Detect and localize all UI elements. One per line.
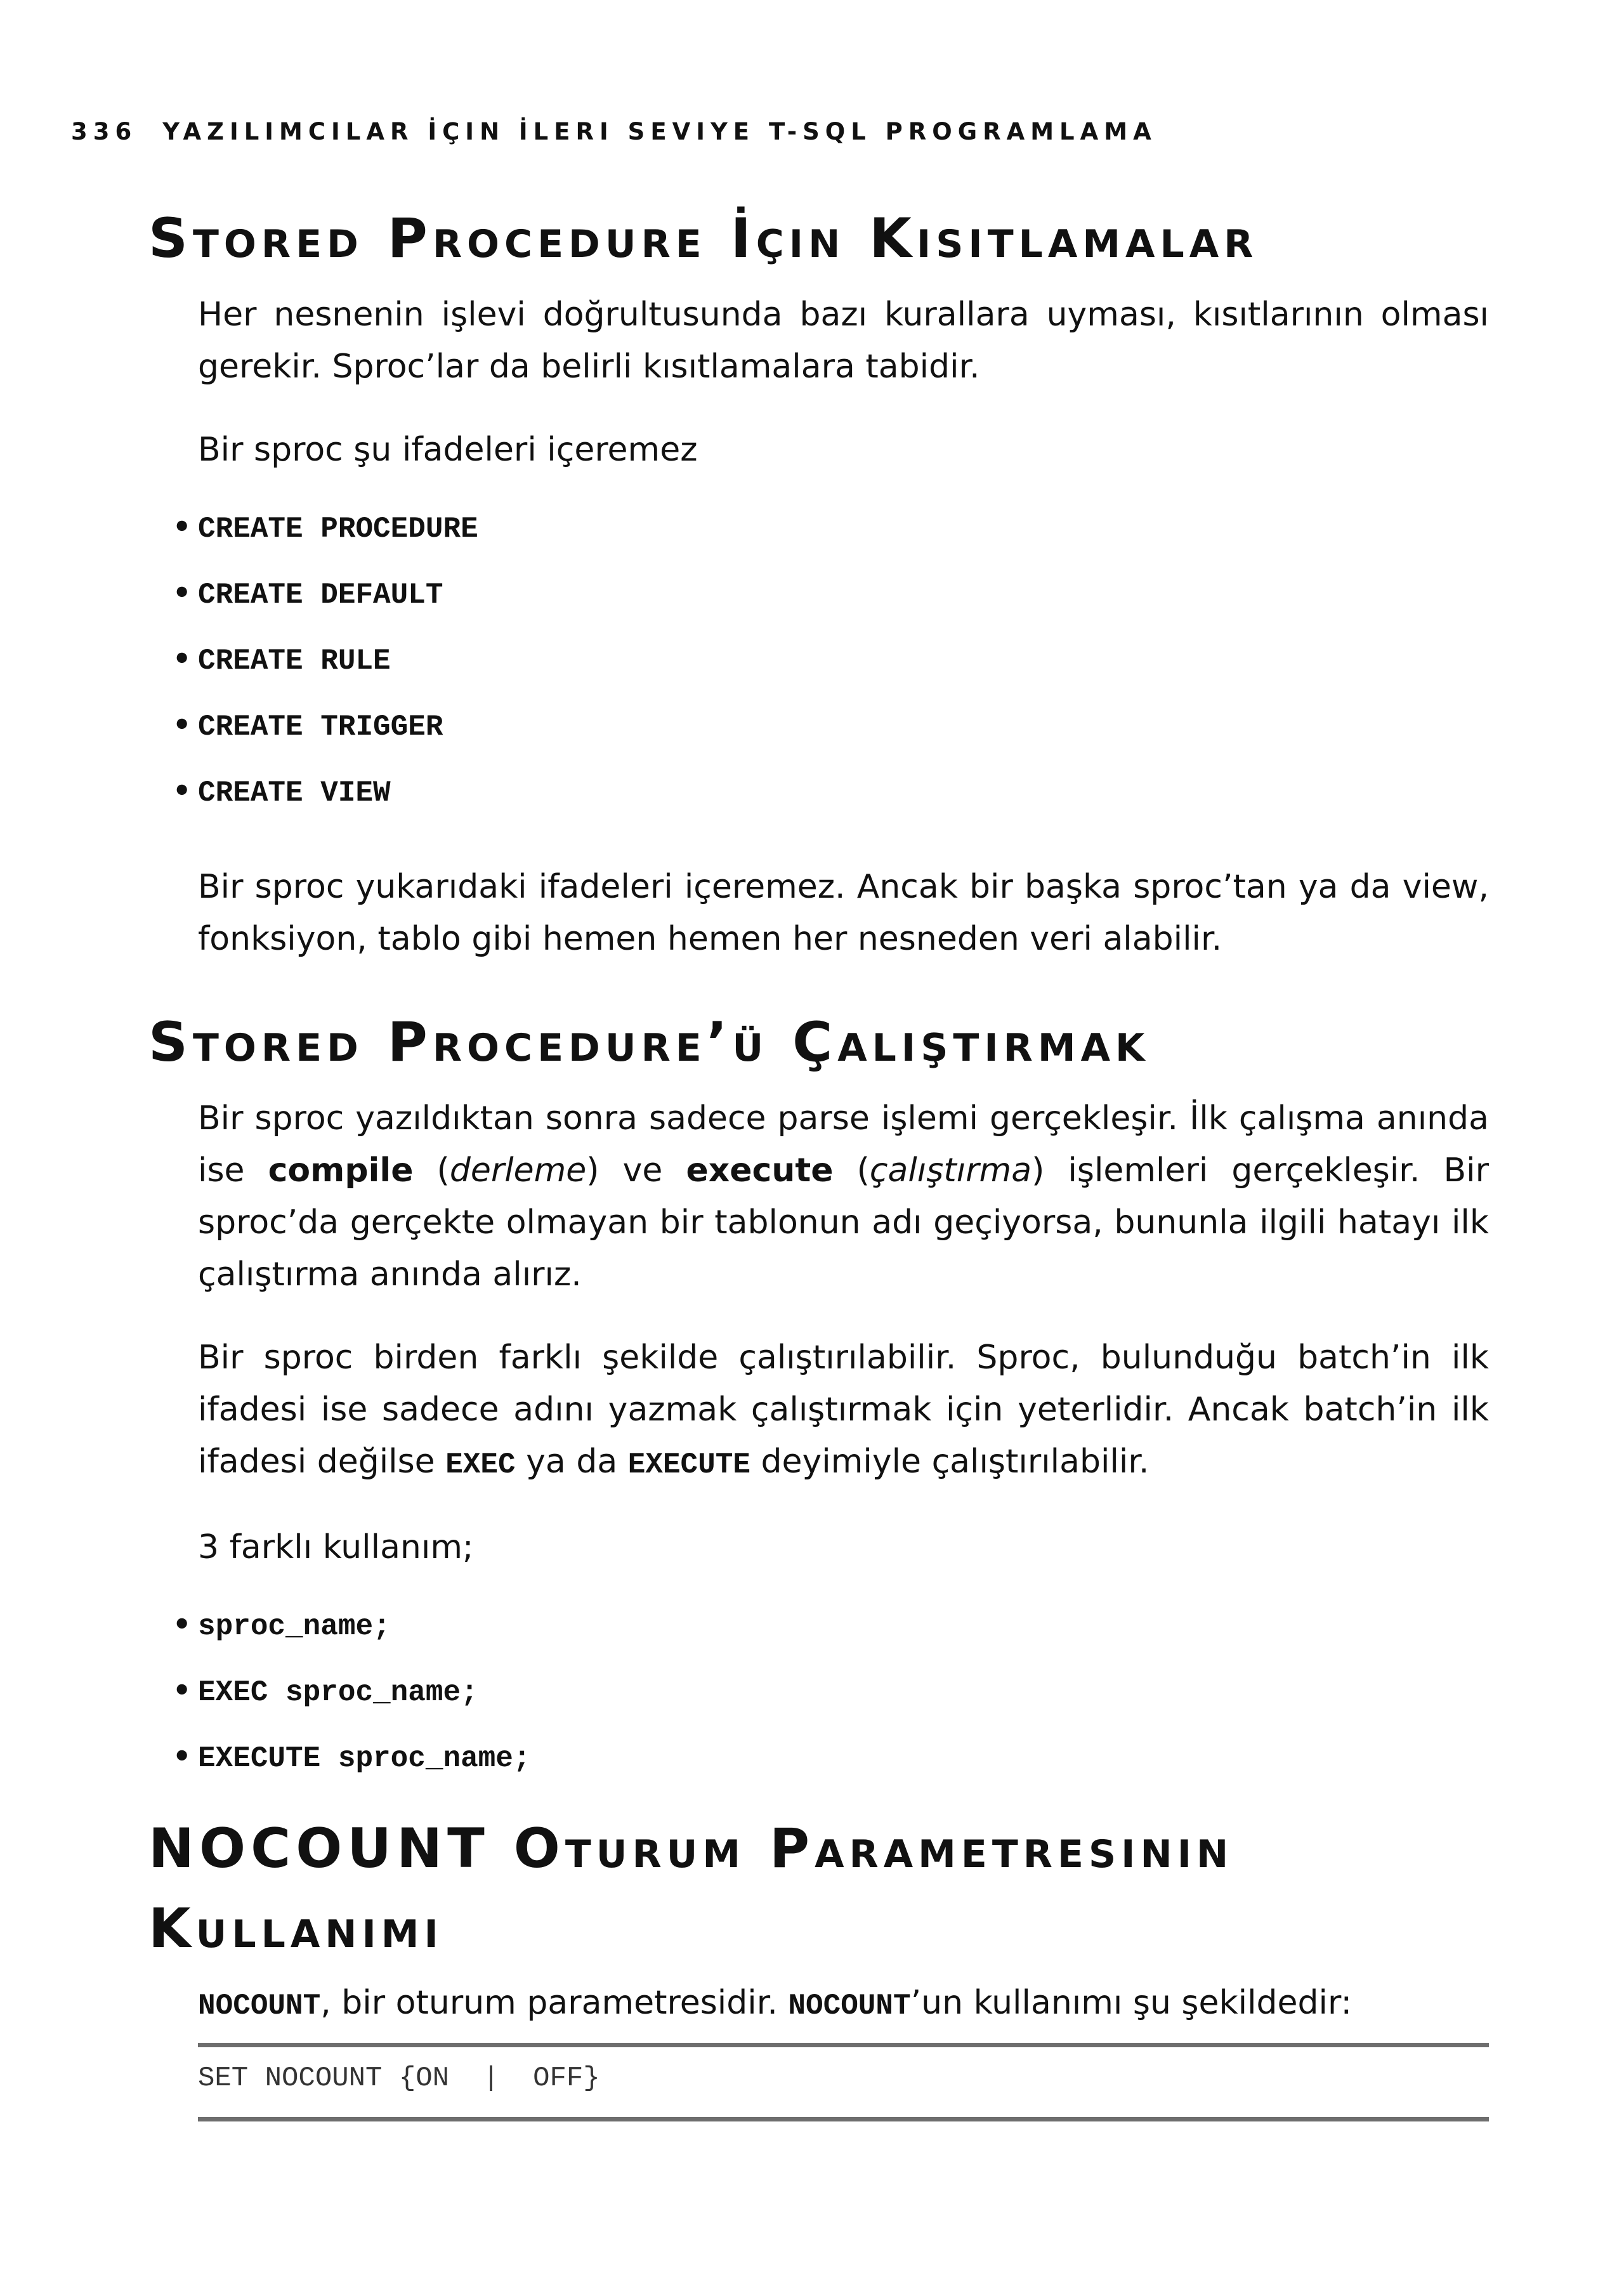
usage-list xyxy=(173,1605,531,1803)
list-item: • CREATE TRIGGER xyxy=(173,705,478,771)
code-exec: EXEC xyxy=(445,1448,516,1481)
term-execute: execute xyxy=(686,1151,834,1190)
paragraph-restrictions-intro: Her nesnenin işlevi doğrultusunda bazı kurallara uyması, kısıtlarının olması gerekir. Sproc’lar da belirli kısıtlamalara tabidir. xyxy=(198,296,1489,386)
code-execute: EXECUTE xyxy=(627,1448,750,1481)
term-derleme: derleme xyxy=(449,1151,587,1190)
paragraph-restrictions-outro: Bir sproc yukarıdaki ifadeleri içeremez. Ancak bir başka sproc’tan ya da view, fonksiyon, tablo gibi hemen hemen her nesneden veri alabilir. xyxy=(198,868,1489,958)
paragraph-nocount: NOCOUNT, bir oturum parametresidir. NOCOUNT’un kullanımı şu şekildedir: xyxy=(198,1984,1352,2023)
section-heading-restrictions: Stored Procedure İçin Kısıtlamalar xyxy=(148,207,1259,270)
list-item: • EXECUTE sproc_name; xyxy=(173,1737,531,1803)
paragraph-executing-ways: Bir sproc birden farklı şekilde çalıştırılabilir. Sproc, bulunduğu batch’in ilk ifadesi ise sadece adını yazmak çalıştırmak için yeterlidir. Ancak batch’in ilk ifadesi değilse EXEC ya da EXECUTE deyimiyle çalıştırılabilir. xyxy=(198,1339,1489,1481)
list-item: • CREATE DEFAULT xyxy=(173,574,478,639)
code-nocount: NOCOUNT xyxy=(788,1990,911,2023)
bullet-icon: • xyxy=(173,1673,192,1707)
bullet-icon: • xyxy=(173,707,192,742)
page-number: 336 xyxy=(71,118,138,145)
list-item: • sproc_name; xyxy=(173,1605,531,1671)
code-block xyxy=(198,2043,1489,2121)
bullet-icon: • xyxy=(173,1739,192,1773)
book-title: YAZILIMCILAR İÇIN İLERI SEVIYE T-SQL PROGRAMLAMA xyxy=(162,118,1157,145)
paragraph-executing-compile: Bir sproc yazıldıktan sonra sadece parse işlemi gerçekleşir. İlk çalışma anında ise compile (derleme) ve execute (çalıştırma) işlemleri gerçekleşir. Bir sproc’da gerçekte olmayan bir tablonun adı geçiyorsa, bununla ilgili hatayı ilk çalıştırma anında alırız. xyxy=(198,1099,1489,1294)
code-nocount: NOCOUNT xyxy=(198,1990,321,2023)
bullet-icon: • xyxy=(173,641,192,676)
section-heading-nocount-line1: NOCOUNT Oturum Parametresinin xyxy=(148,1817,1234,1880)
bullet-icon: • xyxy=(173,509,192,544)
bullet-icon: • xyxy=(173,575,192,610)
code-snippet: SET NOCOUNT {ON | OFF} xyxy=(198,2062,600,2094)
section-heading-executing: Stored Procedure’ü Çalıştırmak xyxy=(148,1011,1150,1074)
paragraph-usage-lead: 3 farklı kullanım; xyxy=(198,1528,474,1566)
bullet-icon: • xyxy=(173,773,192,808)
paragraph-restrictions-lead: Bir sproc şu ifadeleri içeremez xyxy=(198,431,698,469)
section-heading-nocount-line2: Kullanımı xyxy=(148,1897,443,1960)
bullet-icon: • xyxy=(173,1607,192,1641)
list-item: • CREATE VIEW xyxy=(173,771,478,837)
list-item: • EXEC sproc_name; xyxy=(173,1671,531,1737)
term-compile: compile xyxy=(268,1151,414,1190)
list-item: • CREATE PROCEDURE xyxy=(173,508,478,574)
term-calistirma: çalıştırma xyxy=(869,1151,1032,1190)
restricted-statements-list xyxy=(173,508,478,837)
list-item: • CREATE RULE xyxy=(173,639,478,705)
running-head xyxy=(71,118,1157,145)
